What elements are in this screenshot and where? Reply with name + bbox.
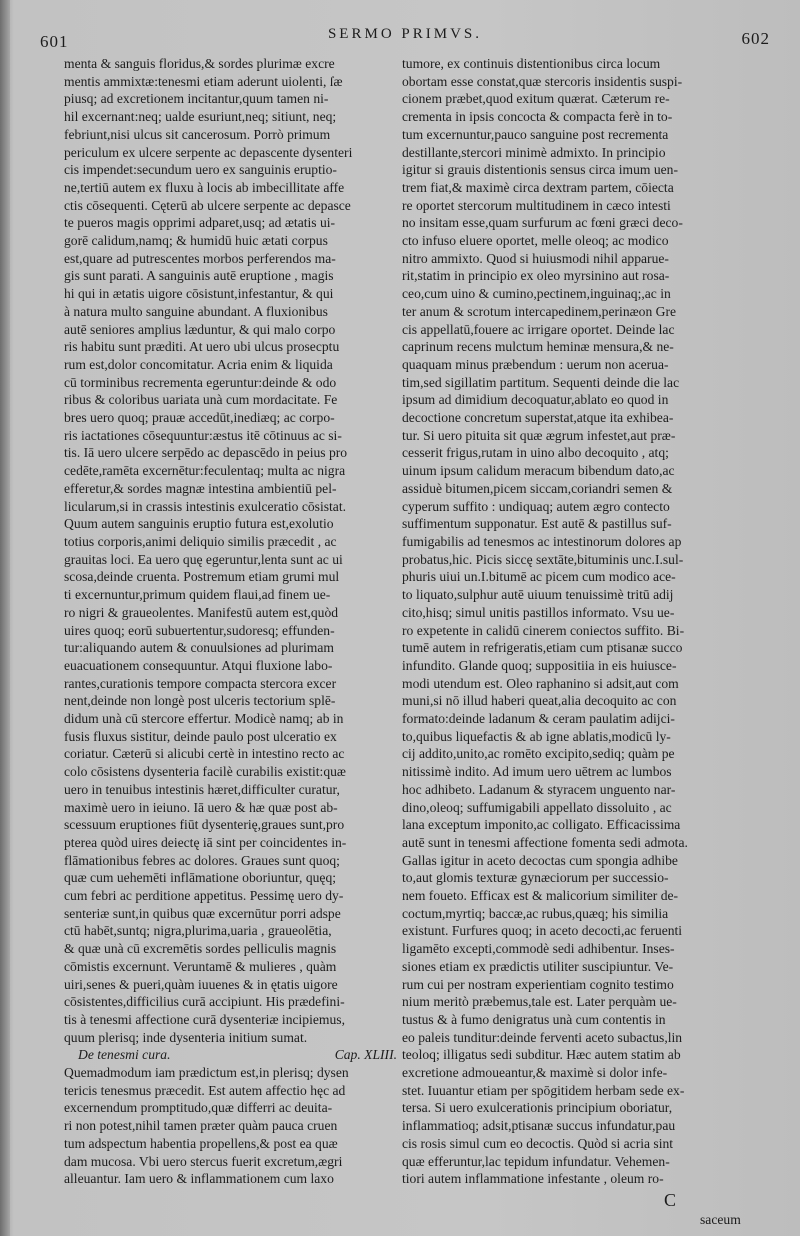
text-line: ipsum ad dimidium decoquatur,ablato eo quod in (402, 392, 669, 408)
text-line: cyperum suffito : undiquaq; autem ægro contecto (402, 498, 670, 514)
text-line: quum plerisq; inde dysenteria initium sumat. (64, 1029, 308, 1045)
text-line: tiori autem inflammatione infestante , oleum ro- (402, 1171, 664, 1187)
text-line: senteriæ sunt,in quibus quæ excernūtur porri adspe (64, 905, 341, 921)
text-line: ceo,cum uino & cumino,pectinem,inguinaq;,ac in (402, 286, 671, 302)
text-line: tur. Si uero pituita sit quæ ægrum infestet,aut præ- (402, 427, 676, 443)
text-line: uinum ipsum calidum meracum bibendum dato,ac (402, 463, 675, 479)
text-line: eo paleis tunditur:deinde ferventi aceto subactus,lin (402, 1029, 683, 1045)
text-line: dam mucosa. Vbi uero stercus fuerit excretum,ægri (64, 1153, 343, 1169)
text-line: hoc adhibeto. Ladanum & styracem unguento nar- (402, 781, 676, 797)
left-column (64, 55, 399, 1188)
text-line: euacuationem consequuntur. Atqui fluxione labo- (64, 657, 333, 673)
text-line: cis appellatū,fouere ac irrigare oportet. Deinde lac (402, 321, 675, 337)
text-line: cionem præbet,quod exitum quærat. Cæterum re- (402, 91, 670, 107)
text-line: to,aut glomis texturæ gynæciorum per successio- (402, 870, 669, 886)
text-line: rit,statim in principio ex oleo myrsinino aut rosa- (402, 268, 670, 284)
text-line: caprinum recens mulctum heminæ mensura,& ne- (402, 339, 674, 355)
text-line: ctis cōsequenti. Cęterū ab ulcere serpente ac depasce (64, 197, 351, 213)
text-line: nent,deinde non longè post ulceris tectorium splē- (64, 693, 336, 709)
text-line: ligamēto excepti,commodè sedi adhibentur. Inses- (402, 941, 675, 957)
text-line: ri non potest,nihil tamen præter quàm pauca cruen (64, 1118, 338, 1134)
signature-mark: C (663, 1190, 676, 1210)
text-line: formato:deinde ladanum & ceram paulatim adijci- (402, 711, 675, 727)
text-line: tericis tenesmus præcedit. Est autem affectio hęc ad (64, 1082, 346, 1098)
text-line: infundito. Glande quoq; suppositiia in eis huiusce- (402, 657, 677, 673)
text-line: rum cui per nostram experientiam cognito testimo (402, 976, 674, 992)
text-line: to liquato,sulphur autē uiuum tenuissimè tritū adij (402, 587, 674, 603)
text-line: nitro ammixto. Quod si huiusmodi nihil apparue- (402, 250, 669, 266)
text-line: inflammatioq; adsit,ptisanæ succus infundatur,pau (402, 1118, 676, 1134)
text-line: piusq; ad excretionem incitantur,quum tamen ni- (64, 91, 329, 107)
text-line: Quemadmodum iam prædictum est,in plerisq; dysen (64, 1065, 349, 1081)
text-line: flāmationibus febres ac dolores. Graues sunt quoq; (64, 852, 340, 868)
text-line: cto infuso eluere oportet, melle oleoq; ac modico (402, 233, 669, 249)
text-line: gorē calidum,namq; & humidū huic ætati corpus (64, 233, 328, 249)
text-line: nem foueto. Efficax est & malicorium similiter de- (402, 888, 679, 904)
text-line: tis. Iā uero ulcere serpēdo ac depascēdo in peius pro (64, 445, 348, 461)
text-line: tur:aliquando autem & conuulsiones ad plurimam (64, 640, 334, 656)
text-line: tim,sed sigillatim partitum. Sequenti deinde die lac (402, 374, 680, 390)
text-line: ctū habēt,suntq; nigra,plurima,uaria , graueolētia, (64, 923, 332, 939)
catchword: saceum (700, 1212, 741, 1227)
text-line: destillante,stercori minimè admixto. In principio (402, 144, 666, 160)
text-line: cito,hisq; simul unitis pastillos informato. Vsu ue- (402, 604, 675, 620)
text-line: cis impendet:secundum uero ex sanguinis eruptio- (64, 162, 337, 178)
text-line: uiri,senes & pueri,quàm iuuenes & in ętatis uigore (64, 976, 338, 992)
page-number-right: 602 (741, 29, 770, 48)
text-line: tumē autem in refrigeratis,etiam cum ptisanæ succo (402, 640, 683, 656)
text-line: scessuum eruptiones fiūt dysenterię,graues sunt,pro (64, 817, 345, 833)
text-line: cū torminibus recrementa egeruntur:deinde & odo (64, 374, 337, 390)
text-line: te pueros magis opprimi adparet,usq; ad ætatis ui- (64, 215, 336, 231)
text-line: excernendum promptitudo,quæ differri ac deuita- (64, 1100, 333, 1116)
text-line: periculum ex ulcere serpente ac depascente dysenteri (64, 144, 353, 160)
text-line: rum est,dolor concomitatur. Acria enim & liquida (64, 356, 333, 372)
text-line: cesserit frigus,rutam in uino albo decoquito , atq; (402, 445, 669, 461)
text-line: siones etiam ex prædictis utiliter suscipiuntur. Ve- (402, 958, 674, 974)
text-line: cōmistis excernunt. Veruntamē & mulieres , quàm (64, 958, 337, 974)
chapter-number: Cap. XLIII. (334, 1047, 397, 1063)
text-line: teoloq; illigatus sedi subditur. Hæc autem statim ab (402, 1047, 681, 1063)
page-gutter (0, 0, 10, 1236)
text-line: nium meritò præbemus,tale est. Later perquàm ue- (402, 994, 677, 1010)
text-line: alleuantur. Iam uero & inflammationem cum laxo (64, 1171, 334, 1187)
text-line: stet. Iuuantur etiam per spōgitidem herbam sede ex- (402, 1082, 685, 1098)
text-line: uero in tenuibus intestinis hæret,difficulter curatur, (64, 781, 340, 797)
text-line: fusis fluxus sistitur, deinde paulo post ulceratio ex (64, 728, 337, 744)
text-line: pterea quòd uires deiectę iā sint per coincidentes in- (64, 834, 347, 850)
text-line: tum excernuntur,pauco sanguine post recrementa (402, 126, 669, 142)
text-line: Gallas igitur in aceto decoctas cum spongia adhibe (402, 852, 678, 868)
text-line: trem fiat,& maximè circa dextram partem, cōiecta (402, 179, 674, 195)
text-line: mentis ammixtæ:tenesmi etiam aderunt uiolenti, ſæ (64, 73, 343, 89)
text-line: ne,tertiū autem ex fluxu à locis ab imbecillitate affe (64, 179, 345, 195)
text-line: cōsistentes,difficilius curā accipiunt. His prædefini- (64, 994, 345, 1010)
text-line: coriatur. Cæterū si alicubi certè in intestino recto ac (64, 746, 345, 762)
text-line: quæ efferuntur,lac tepidum infundatur. Vehemen- (402, 1153, 670, 1169)
text-line: efferetur,& sordes magnæ intestina ambientiū pel- (64, 480, 337, 496)
text-line: tersa. Si uero exulcerationis principium oboriatur, (402, 1100, 673, 1116)
text-line: quæ cum uehemēti inflāmatione oboriuntur, quęq; (64, 870, 337, 886)
running-title: SERMO PRIMVS. (327, 26, 483, 42)
text-line: tis à tenesmi affectione curā dysenteriæ incipiemus, (64, 1011, 345, 1027)
text-line: probatus,hic. Picis siccę sextāte,bituminis unc.I.sul- (402, 551, 684, 567)
text-line: nitissimè indito. Ad imum uero uētrem ac lumbos (402, 764, 672, 780)
text-line: cis rosis simul cum eo decoctis. Quòd si acria sint (402, 1135, 674, 1151)
text-line: ro nigri & graueolentes. Manifestū autem est,quòd (64, 604, 339, 620)
text-line: muni,si nō illud haberi queat,alia decoquito ac con (402, 693, 677, 709)
text-line: ter anum & scrotum intercapedinem,perinæon Gre (402, 303, 677, 319)
text-line: crementa in ipsis concocta & compacta ferè in to- (402, 109, 673, 125)
page-number-left: 601 (40, 32, 69, 51)
text-line: ro expetente in calidū cinerem coniectos suffito. Bi- (402, 622, 685, 638)
text-line: fumigabilis ad tenesmos ac intestinorum dolores ap (402, 533, 682, 549)
text-line: excretione admoueantur,& maximè si dolor infe- (402, 1065, 668, 1081)
text-line: à natura multo sanguine abundant. A fluxionibus (64, 303, 328, 319)
text-line: gis sunt parati. A sanguinis autē eruptione , magis (64, 268, 334, 284)
text-line: est,quare ad putrescentes morbos perferendos ma- (64, 250, 336, 266)
text-line: didum unà cū stercore effertur. Modicè namq; ab in (64, 711, 344, 727)
text-line: modi utendum est. Oleo raphanino si adsit,aut com (402, 675, 679, 691)
text-line: ris iactationes cōsequuntur:æstus itē cōtinuus ac si- (64, 427, 342, 443)
text-line: lana exceptum imponito,ac colligato. Efficacissima (402, 817, 681, 833)
text-line: autē sunt in tenesmi affectione fomenta sedi admota. (402, 834, 688, 850)
text-line: colo cōsistens dysenteria facilè curabilis existit:quæ (64, 764, 346, 780)
text-line: rantes,curationis tempore compacta stercora excer (64, 675, 337, 691)
text-line: uires quoq; eorū subuertentur,sudoresq; effunden- (64, 622, 335, 638)
text-line: hi qui in ætatis uigore cōsistunt,infestantur, & qui (64, 286, 334, 302)
chapter-title: De tenesmi cura. (78, 1047, 171, 1063)
text-line: cum febri ac perditione appetitus. Pessimę uero dy- (64, 888, 344, 904)
text-line: febriunt,nisi ulcus sit cancerosum. Porrò primum (64, 126, 331, 142)
text-line: maximè uero in ieiuno. Iā uero & hæ quæ post ab- (64, 799, 338, 815)
text-line: cij addito,unito,ac romēto excipito,sediq; quàm pe (402, 746, 675, 762)
text-line: obortam esse constat,quæ stercoris insidentis suspi- (402, 73, 683, 89)
text-line: scosa,deinde cruenta. Postremum etiam grumi mul (64, 569, 340, 585)
text-line: menta & sanguis floridus,& sordes plurimæ excre (64, 56, 335, 71)
text-line: quaquam minus præbendum : uerum non acerua- (402, 356, 669, 372)
text-line: totius corporis,animi deliquio similis præcedit , ac (64, 533, 337, 549)
text-line: ris habitu sunt præditi. At uero ubi ulcus prosecptu (64, 339, 340, 355)
text-line: re oportet stercorum multitudinem in cæco intesti (402, 197, 671, 213)
text-line: tum adspectum habentia propellens,& post ea quæ (64, 1135, 338, 1151)
text-line: phuris uiui un.I.bitumē ac picem cum modico ace- (402, 569, 676, 585)
text-line: licularum,si in crassis intestinis exulceratio cōsistat. (64, 498, 347, 514)
text-line: hil excernant:neq; ualde esuriunt,neq; sitiunt, neq; (64, 109, 337, 125)
text-line: bres uero quoq; prauæ accedūt,inediæq; ac corpo- (64, 410, 335, 426)
text-line: assiduè bitumen,picem siccam,coriandri semen & (402, 480, 673, 496)
text-line: grauitas loci. Ea uero quę egeruntur,lenta sunt ac ui (64, 551, 343, 567)
chapter-heading (64, 1046, 399, 1064)
text-line: cedēte,ramēta excernētur:feculentaq; multa ac nigra (64, 463, 346, 479)
right-column (402, 55, 754, 1188)
text-line: tumore, ex continuis distentionibus circa locum (402, 56, 661, 71)
text-line: tustus & à fumo denigratus unà cum contentis in (402, 1011, 666, 1027)
running-header (40, 26, 770, 52)
text-line: Quum autem sanguinis eruptio futura est,exolutio (64, 516, 334, 532)
text-line: to,quibus liquefactis & ab igne ablatis,modicū ly- (402, 728, 671, 744)
text-line: ribus & coloribus uariata unà cum mordacitate. Fe (64, 392, 338, 408)
text-line: coctum,myrtiq; baccæ,ac rubus,quæq; his similia (402, 905, 669, 921)
text-line: dino,oleoq; suffumigabili appellato dissoluito , ac (402, 799, 672, 815)
text-line: existunt. Furfures quoq; in aceto decocti,ac feruenti (402, 923, 683, 939)
text-line: autē seniores amplius læduntur, & qui malo corpo (64, 321, 336, 337)
text-line: decoctione concretum superstat,atque ita exhibea- (402, 410, 674, 426)
text-line: igitur si grauis distentionis sensus circa imum uen- (402, 162, 678, 178)
text-line: ti excernuntur,primum quidem flaui,ad finem ue- (64, 587, 331, 603)
text-line: suffimentum supponatur. Est autē & pastillus suf- (402, 516, 672, 532)
text-line: no insitam esse,quam surfurum ac fœni græci deco- (402, 215, 683, 231)
text-line: & quæ unà cū excremētis sordes pelliculis magnis (64, 941, 337, 957)
